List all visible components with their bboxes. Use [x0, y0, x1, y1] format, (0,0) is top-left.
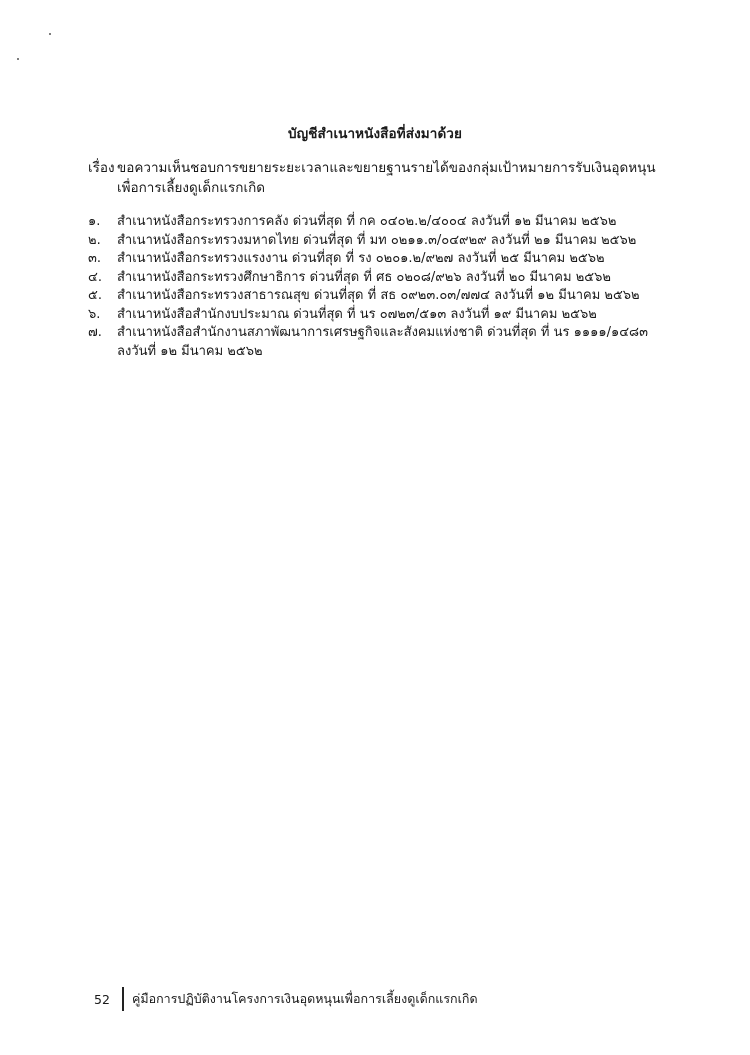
- item-number: ๖.: [88, 306, 101, 322]
- list-item: [88, 250, 668, 269]
- subject-text: [117, 158, 657, 198]
- item-text: สำเนาหนังสือสำนักงานสภาพัฒนาการเศรษฐกิจและสังคมแห่งชาติ ด่วนที่สุด ที่ นร ๑๑๑๑/๑๔๘๓: [117, 325, 648, 340]
- scan-speck: [17, 58, 19, 60]
- item-text: สำเนาหนังสือกระทรวงการคลัง ด่วนที่สุด ที่ กค ๐๔๐๒.๒/๔๐๐๔ ลงวันที่ ๑๒ มีนาคม ๒๕๖๒: [117, 214, 617, 229]
- item-number: ๒.: [88, 232, 101, 248]
- list-item: [88, 213, 668, 232]
- item-number: ๑.: [88, 214, 101, 229]
- page-footer: [94, 987, 478, 1011]
- subject-line-2: เพื่อการเลี้ยงดูเด็กแรกเกิด: [117, 180, 266, 196]
- footer-title: คู่มือการปฏิบัติงานโครงการเงินอุดหนุนเพื่อการเลี้ยงดูเด็กแรกเกิด: [132, 991, 478, 1006]
- item-text: สำเนาหนังสือกระทรวงมหาดไทย ด่วนที่สุด ที่ มท ๐๒๑๑.๓/๐๔๙๒๙ ลงวันที่ ๒๑ มีนาคม ๒๕๖๒: [117, 232, 637, 248]
- list-item: [88, 306, 668, 325]
- item-text: สำเนาหนังสือสำนักงบประมาณ ด่วนที่สุด ที่ นร ๐๗๒๓/๕๑๓ ลงวันที่ ๑๙ มีนาคม ๒๕๖๒: [117, 306, 597, 322]
- document-title: บัญชีสำเนาหนังสือที่ส่งมาด้วย: [287, 126, 462, 142]
- list-item: [88, 269, 668, 288]
- attachment-list: [88, 213, 668, 361]
- list-item: [88, 287, 668, 306]
- item-number: ๗.: [88, 325, 102, 340]
- item-text: สำเนาหนังสือกระทรวงแรงงาน ด่วนที่สุด ที่ รง ๐๒๐๑.๒/๙๒๗ ลงวันที่ ๒๕ มีนาคม ๒๕๖๒: [117, 251, 605, 266]
- list-item: [88, 232, 668, 251]
- item-text: สำเนาหนังสือกระทรวงศึกษาธิการ ด่วนที่สุด ที่ ศธ ๐๒๐๘/๙๒๖ ลงวันที่ ๒๐ มีนาคม ๒๕๖๒: [117, 269, 611, 285]
- item-text-continuation: ลงวันที่ ๑๒ มีนาคม ๒๕๖๒: [117, 343, 263, 359]
- scan-speck: [49, 33, 51, 35]
- subject-line-1: ขอความเห็นชอบการขยายระยะเวลาและขยายฐานรายได้ของกลุ่มเป้าหมายการรับเงินอุดหนุน: [117, 160, 656, 176]
- page-number: 52: [94, 991, 110, 1007]
- subject-label: เรื่อง: [88, 160, 115, 176]
- item-number: ๔.: [88, 269, 102, 285]
- item-text: สำเนาหนังสือกระทรวงสาธารณสุข ด่วนที่สุด ที่ สธ ๐๙๒๓.๐๓/๗๗๔ ลงวันที่ ๑๒ มีนาคม ๒๕๖๒: [117, 288, 640, 303]
- item-number: ๓.: [88, 251, 102, 266]
- footer-divider: [122, 987, 124, 1011]
- item-number: ๕.: [88, 288, 102, 303]
- list-item: [88, 324, 668, 361]
